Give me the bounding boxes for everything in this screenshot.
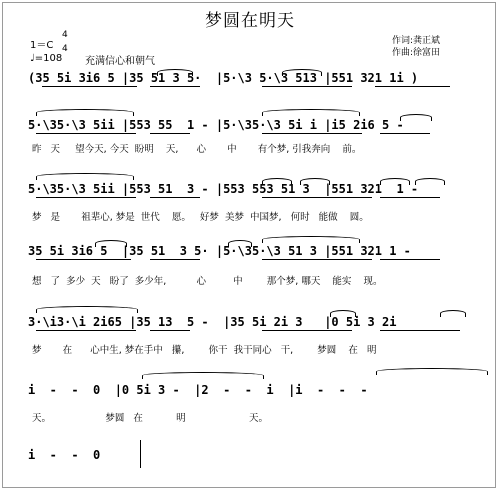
lyrics-line-3: 梦 是 祖辈心, 梦是 世代 愿。 好梦 美梦 中国梦, 何时 能做 圆。 — [32, 212, 369, 223]
key-signature: 1＝C — [30, 40, 54, 51]
slur-mark — [262, 109, 360, 116]
slur-mark — [228, 240, 252, 247]
time-sig-top: 4 — [62, 30, 68, 40]
slur-mark — [36, 173, 134, 180]
lyrics-line-5: 梦 在 心中生, 梦在手中 攥, 你干 我干同心 干, 梦圆 在 明 — [32, 345, 377, 356]
slur-mark — [262, 178, 292, 185]
slur-mark — [415, 178, 445, 185]
beam-line — [150, 133, 190, 134]
slur-mark — [157, 69, 193, 76]
score-line-1: (35 5i 3i6 5 |35 51 3 5· |5·\3 5·\3 513 |551 321 1i ) — [28, 71, 419, 85]
beam-line — [36, 330, 136, 331]
slur-mark — [330, 310, 356, 317]
slur-mark — [36, 109, 134, 116]
expression-mark: 充满信心和朝气 — [85, 56, 155, 67]
time-sig-bottom: 4 — [62, 44, 68, 54]
score-line-3: 5·\35·\3 5ii |553 51 3 - |553 553 51 3 |551 321 1 - — [28, 182, 419, 196]
lyrics-line-6: 天。 梦圆 在 明 天。 — [32, 413, 269, 424]
tie-mark — [376, 368, 488, 375]
lyrics-line-2: 昨 天 望今天, 今天 盼明 天, 心 中 有个梦, 引我奔向 前。 — [32, 144, 362, 155]
volta-bracket — [142, 372, 264, 379]
score-line-5: 3·\i3·\i 2i65 |35 13 5 - |35 5i 2i 3 |0 5i 3 2i — [28, 315, 397, 329]
slur-mark — [380, 178, 410, 185]
slur-mark — [95, 240, 127, 247]
score-line-6: i - - 0 |0 5i 3 - |2 - - i |i - - - — [28, 383, 368, 397]
beam-line — [36, 259, 131, 260]
slur-mark — [282, 69, 322, 76]
score-line-4: 35 5i 3i6 5 |35 51 3 5· |5·\35·\3 51 3 |551 321 1 - — [28, 244, 411, 258]
beam-line — [375, 86, 450, 87]
slur-mark — [300, 178, 330, 185]
beam-line — [150, 330, 190, 331]
slur-mark — [36, 306, 138, 313]
score-line-2: 5·\35·\3 5ii |553 55 1 - |5·\35·\3 5i i |i5 2i6 5 - — [28, 118, 404, 132]
song-title: 梦圆在明天 — [205, 11, 295, 31]
lyricist-credit: 作词:龚正斌 — [392, 36, 441, 46]
beam-line — [262, 133, 362, 134]
beam-line — [42, 86, 137, 87]
beam-line — [380, 330, 460, 331]
barline — [140, 440, 141, 468]
lyrics-line-4: 想 了 多少 天 盼了 多少年, 心 中 那个梦, 哪天 能实 现。 — [32, 276, 383, 287]
slur-mark — [262, 236, 360, 243]
beam-line — [262, 86, 352, 87]
slur-mark — [440, 310, 466, 317]
tempo-mark: ♩=108 — [30, 53, 63, 64]
beam-line — [380, 259, 440, 260]
beam-line — [150, 259, 200, 260]
score-line-7: i - - 0 — [28, 448, 101, 462]
beam-line — [150, 86, 200, 87]
beam-line — [262, 330, 352, 331]
beam-line — [262, 197, 372, 198]
beam-line — [380, 197, 440, 198]
beam-line — [262, 259, 372, 260]
beam-line — [150, 197, 200, 198]
beam-line — [380, 133, 430, 134]
beam-line — [36, 197, 136, 198]
beam-line — [36, 133, 136, 134]
slur-mark — [400, 114, 432, 121]
composer-credit: 作曲:徐富田 — [392, 48, 441, 58]
